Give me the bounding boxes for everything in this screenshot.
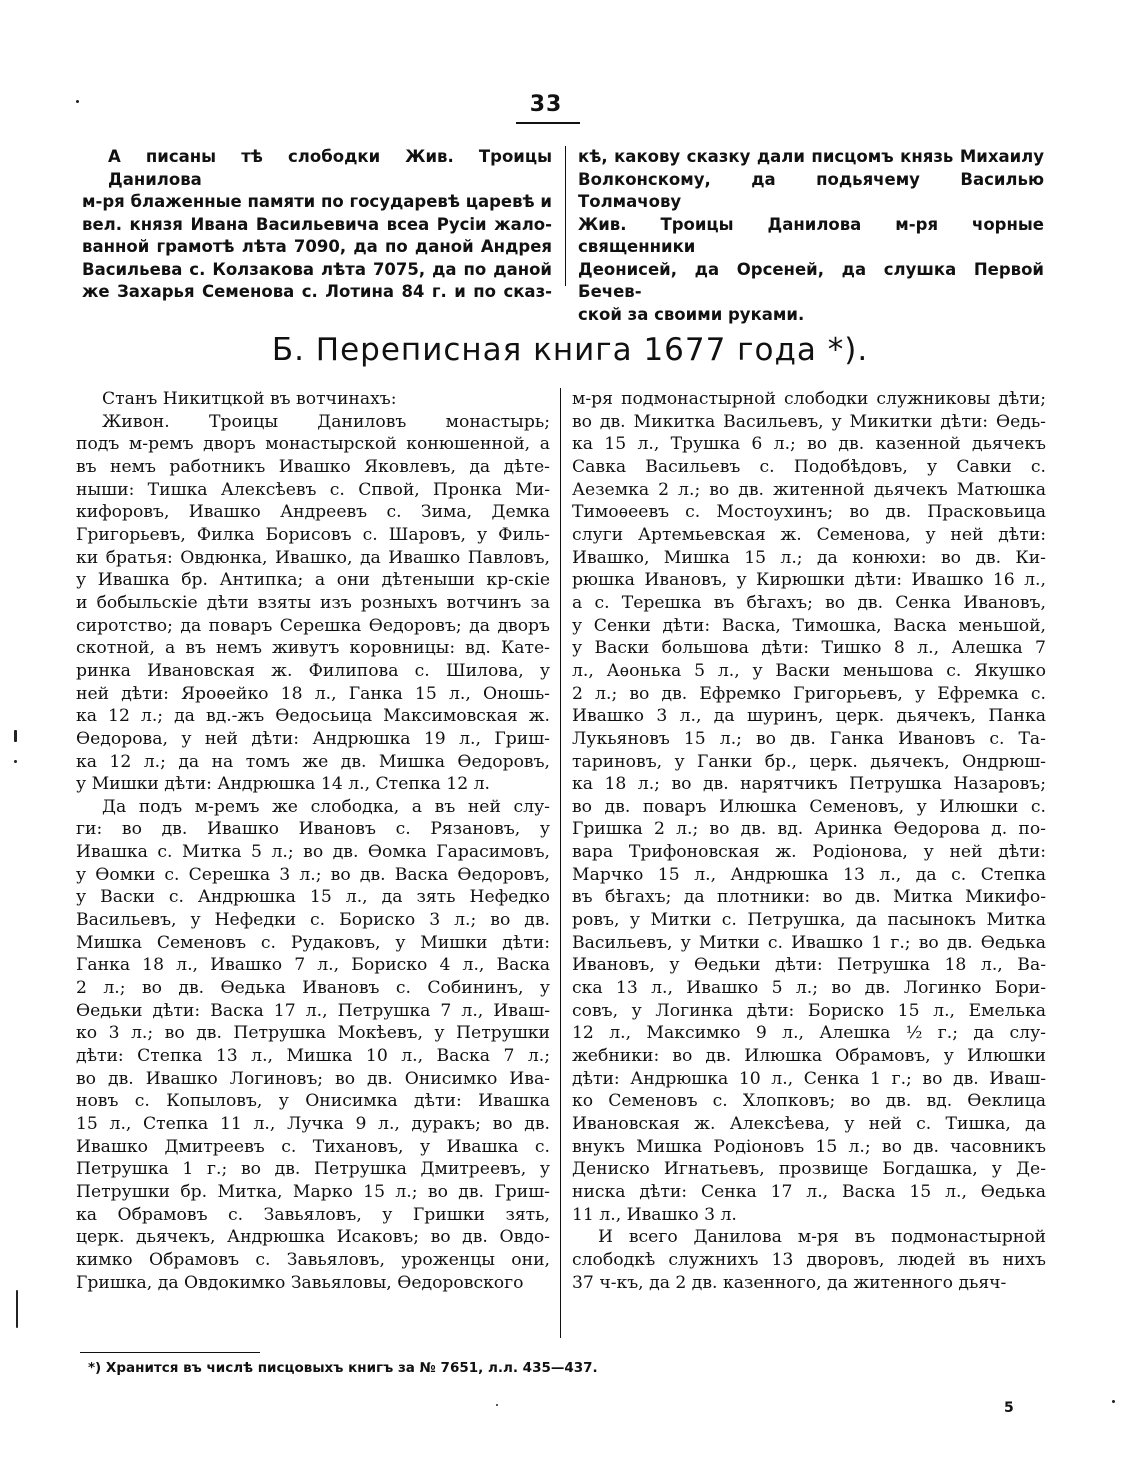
text-line: сиротство; да поваръ Серешка Ѳедоровъ; да дворъ xyxy=(76,615,550,636)
text-line: Савка Васильевъ с. Подобѣдовъ, у Савки с. xyxy=(572,456,1046,477)
text-line: подъ м-ремъ дворъ монастырской конюшенной, а xyxy=(76,434,550,455)
text-line: у Васки большова дѣти: Тишко 8 л., Алешка 7 xyxy=(572,638,1046,659)
text-line: и бобыльскіе дѣти взяты изъ розныхъ вотчинъ за xyxy=(76,592,550,613)
text-line: ка 18 л.; во дв. нарятчикъ Петрушка Назаровъ; xyxy=(572,774,1046,795)
text-line: ской за своими руками. xyxy=(578,304,805,324)
text-line: 2 л.; во дв. Ѳедька Ивановъ с. Собининъ, у xyxy=(76,978,550,999)
text-line: дѣти: Андрюшка 10 л., Сенка 1 г.; во дв. Иваш- xyxy=(572,1068,1046,1089)
text-line: Деонисей, да Орсеней, да слушка Первой Бечев- xyxy=(578,259,1044,301)
text-line: Ганка 18 л., Ивашко 7 л., Бориско 4 л., Васка xyxy=(76,955,550,976)
text-line: 15 л., Степка 11 л., Лучка 9 л., дуракъ; во дв. xyxy=(76,1114,550,1134)
text-line: въ бѣгахъ; да плотники: во дв. Митка Микифо- xyxy=(572,887,1046,908)
text-line: вара Трифоновская ж. Родіонова, у ней дѣти: xyxy=(572,842,1046,863)
text-line: у Мишки дѣти: Андрюшка 14 л., Степка 12 л. xyxy=(76,774,490,795)
intro-right-column xyxy=(578,146,1044,326)
text-line: 37 ч-къ, да 2 дв. казенного, да житенного дьяч- xyxy=(572,1272,1007,1293)
text-line: Аеземка 2 л.; во дв. житенной дьячекъ Матюшка xyxy=(572,479,1046,500)
text-line: Васильевъ, у Нефедки с. Бориско 3 л.; во дв. xyxy=(76,910,550,931)
text-line: Станъ Никитцкой въ вотчинахъ: xyxy=(102,389,397,409)
text-line: внукъ Мишка Родіоновъ 15 л.; во дв. часовникъ xyxy=(572,1136,1046,1157)
text-line: ка Обрамовъ с. Завьяловъ, у Гришки зять, xyxy=(76,1204,550,1225)
text-line: Волконскому, да подьячему Василью Толмачову xyxy=(578,169,1044,211)
scan-speck xyxy=(14,730,17,742)
scan-speck xyxy=(1112,1400,1115,1403)
text-line: Да подъ м-ремъ же слободка, а въ ней слу- xyxy=(102,796,550,817)
text-line: у Ивашка бр. Антипка; а они дѣтеныши кр-скіе xyxy=(76,570,550,591)
text-line: ка 12 л.; да на томъ же дв. Мишка Ѳедоровъ, xyxy=(76,751,550,772)
text-line: ска 13 л., Ивашко 5 л.; во дв. Логинко Бори- xyxy=(572,978,1046,999)
text-line: ко Семеновъ с. Хлопковъ; во дв. вд. Ѳеклица xyxy=(572,1091,1046,1112)
text-line: Ивашко Дмитреевъ с. Тихановъ, у Ивашка с. xyxy=(76,1136,550,1157)
text-line: ко 3 л.; во дв. Петрушка Мокѣевъ, у Петрушки xyxy=(76,1023,550,1044)
text-line: Дениско Игнатьевъ, прозвище Богдашка, у Де- xyxy=(572,1159,1046,1180)
text-line: слободкѣ служнихъ 13 дворовъ, людей въ нихъ xyxy=(572,1249,1046,1270)
text-line: кимко Обрамовъ с. Завьяловъ, уроженцы они, xyxy=(76,1249,550,1270)
text-line: у Ѳомки с. Серешка 3 л.; во дв. Васка Ѳедоровъ, xyxy=(76,864,550,885)
text-line: л., Аѳонька 5 л., у Васки меньшова с. Якушко xyxy=(572,660,1046,681)
text-line: м-ря блаженные памяти по государевѣ царевѣ и xyxy=(82,192,552,211)
text-line: м-ря подмонастырной слободки служниковы дѣти; xyxy=(572,389,1046,409)
text-line: Ивашка с. Митка 5 л.; во дв. Ѳомка Гарасимовъ, xyxy=(76,842,550,863)
page-number-rule xyxy=(516,122,580,124)
text-line: дѣти: Степка 13 л., Мишка 10 л., Васка 7 л.; xyxy=(76,1046,550,1067)
text-line: ринка Ивановская ж. Филипова с. Шилова, у xyxy=(76,660,550,681)
text-line: Ѳедьки дѣти: Васка 17 л., Петрушка 7 л., Иваш- xyxy=(76,1000,550,1021)
body-column-divider xyxy=(560,388,561,1338)
scan-speck xyxy=(14,760,17,763)
footnote: *) Хранится въ числѣ писцовыхъ книгъ за № 7651, л.л. 435—437. xyxy=(88,1360,598,1376)
text-line: А писаны тѣ слободки Жив. Троицы Данилова xyxy=(108,147,552,189)
scan-speck xyxy=(496,1404,498,1406)
text-line: ка 15 л., Трушка 6 л.; во дв. казенной дьячекъ xyxy=(572,434,1046,455)
text-line: вел. князя Ивана Васильевича всеа Русіи жало- xyxy=(82,214,552,234)
text-line: у Васки с. Андрюшка 15 л., да зять Нефедко xyxy=(76,887,550,908)
intro-left-column xyxy=(82,146,552,304)
text-line: ныши: Тишка Алексѣевъ с. Спвой, Пронка Ми- xyxy=(76,479,550,500)
text-line: тариновъ, у Ганки бр., церк. дьячекъ, Ондрюш- xyxy=(572,751,1046,772)
text-line: скотной, а въ немъ живутъ коровницы: вд. Кате- xyxy=(76,638,550,659)
text-line: ниска дѣти: Сенка 17 л., Васка 15 л., Ѳедька xyxy=(572,1181,1046,1202)
body-left-column xyxy=(76,388,550,1294)
scan-speck xyxy=(76,100,79,103)
footnote-rule xyxy=(80,1352,260,1353)
text-line: Марчко 15 л., Андрюшка 13 л., да с. Степка xyxy=(572,864,1046,885)
text-line: Лукьяновъ 15 л.; во дв. Ганка Ивановъ с. Та- xyxy=(572,728,1046,749)
section-title: Б. Переписная книга 1677 года *). xyxy=(271,332,869,368)
text-line: ванной грамотѣ лѣта 7090, да по даной Андрея xyxy=(82,237,552,256)
text-line: ней дѣти: Яроѳейко 18 л., Ганка 15 л., Оношь- xyxy=(76,683,550,704)
text-line: 11 л., Ивашко 3 л. xyxy=(572,1204,737,1225)
text-line: Ивановъ, у Ѳедьки дѣти: Петрушка 18 л., Ва- xyxy=(572,955,1046,976)
text-line: Ѳедорова, у ней дѣти: Андрюшка 19 л., Гриш- xyxy=(76,728,550,749)
text-line: совъ, у Логинка дѣти: Бориско 15 л., Емелька xyxy=(572,1000,1046,1021)
text-line: Петрушка 1 г.; во дв. Петрушка Дмитреевъ, у xyxy=(76,1159,550,1180)
text-line: во дв. поваръ Илюшка Семеновъ, у Илюшки с. xyxy=(572,796,1046,817)
text-line: Ивашко 3 л., да шуринъ, церк. дьячекъ, Панка xyxy=(572,706,1046,727)
text-line: во дв. Ивашко Логиновъ; во дв. Онисимко Ива- xyxy=(76,1068,550,1089)
text-line: Ивановская ж. Алексѣева, у ней с. Тишка, да xyxy=(572,1114,1046,1134)
text-line: же Захарья Семенова с. Лотина 84 г. и по сказ- xyxy=(82,282,552,301)
text-line: Петрушки бр. Митка, Марко 15 л.; во дв. Гриш- xyxy=(76,1181,550,1202)
text-line: Мишка Семеновъ с. Рудаковъ, у Мишки дѣти: xyxy=(76,932,550,953)
body-right-column xyxy=(572,388,1046,1294)
text-line: Живон. Троицы Даниловъ монастырь; xyxy=(102,411,550,432)
text-line: Жив. Троицы Данилова м-ря чорные священники xyxy=(578,214,1044,256)
text-line: ровъ, у Митки с. Петрушка, да пасынокъ Митка xyxy=(572,910,1046,931)
text-line: Ивашко, Мишка 15 л.; да конюхи: во дв. Ки- xyxy=(572,547,1046,568)
text-line: Васильева с. Колзакова лѣта 7075, да по даной xyxy=(82,259,552,279)
text-line: въ немъ работникъ Ивашко Яковлевъ, да дѣте- xyxy=(76,456,550,477)
signature-mark: 5 xyxy=(1004,1400,1014,1416)
text-line: ги: во дв. Ивашко Ивановъ с. Рязановъ, у xyxy=(76,819,550,840)
text-line: ка 12 л.; да вд.-жъ Ѳедосьица Максимовская ж. xyxy=(76,706,550,727)
text-line: церк. дьячекъ, Андрюшка Исаковъ; во дв. Овдо- xyxy=(76,1227,550,1248)
text-line: рюшка Ивановъ, у Кирюшки дѣти: Ивашко 16 л., xyxy=(572,570,1046,591)
text-line: 2 л.; во дв. Ефремко Григорьевъ, у Ефремка с. xyxy=(572,683,1046,704)
text-line: 12 л., Максимко 9 л., Алешка ½ г.; да слу- xyxy=(572,1023,1046,1044)
text-line: а с. Терешка въ бѣгахъ; во дв. Сенка Ивановъ, xyxy=(572,592,1046,613)
intro-column-divider xyxy=(565,146,566,286)
text-line: Тимоѳеевъ с. Мостоухинъ; во дв. Прасковьица xyxy=(572,502,1046,523)
text-line: новъ с. Копыловъ, у Онисимка дѣти: Ивашка xyxy=(76,1091,550,1112)
text-line: кифоровъ, Ивашко Андреевъ с. Зима, Демка xyxy=(76,502,550,523)
text-line: Гришка, да Овдокимко Завьяловы, Ѳедоровского xyxy=(76,1272,524,1293)
page-number: 33 xyxy=(529,92,563,117)
text-line: Гришка 2 л.; во дв. вд. Аринка Ѳедорова д. по- xyxy=(572,819,1046,840)
text-line: Григорьевъ, Филка Борисовъ с. Шаровъ, у Филь- xyxy=(76,524,550,545)
text-line: у Сенки дѣти: Васка, Тимошка, Васка меньшой, xyxy=(572,615,1046,636)
scan-speck xyxy=(16,1290,18,1328)
text-line: жебники: во дв. Илюшка Обрамовъ, у Илюшки xyxy=(572,1046,1046,1067)
text-line: кѣ, какову сказку дали писцомъ князь Михаилу xyxy=(578,147,1044,166)
text-line: во дв. Микитка Васильевъ, у Микитки дѣти: Ѳедь- xyxy=(572,411,1046,432)
text-line: слуги Артемьевская ж. Семенова, у ней дѣти: xyxy=(572,524,1046,545)
text-line: И всего Данилова м-ря въ подмонастырной xyxy=(598,1227,1046,1248)
text-line: Васильевъ, у Митки с. Ивашко 1 г.; во дв. Ѳедька xyxy=(572,932,1046,953)
text-line: ки братья: Овдюнка, Ивашко, да Ивашко Павловъ, xyxy=(76,547,550,568)
